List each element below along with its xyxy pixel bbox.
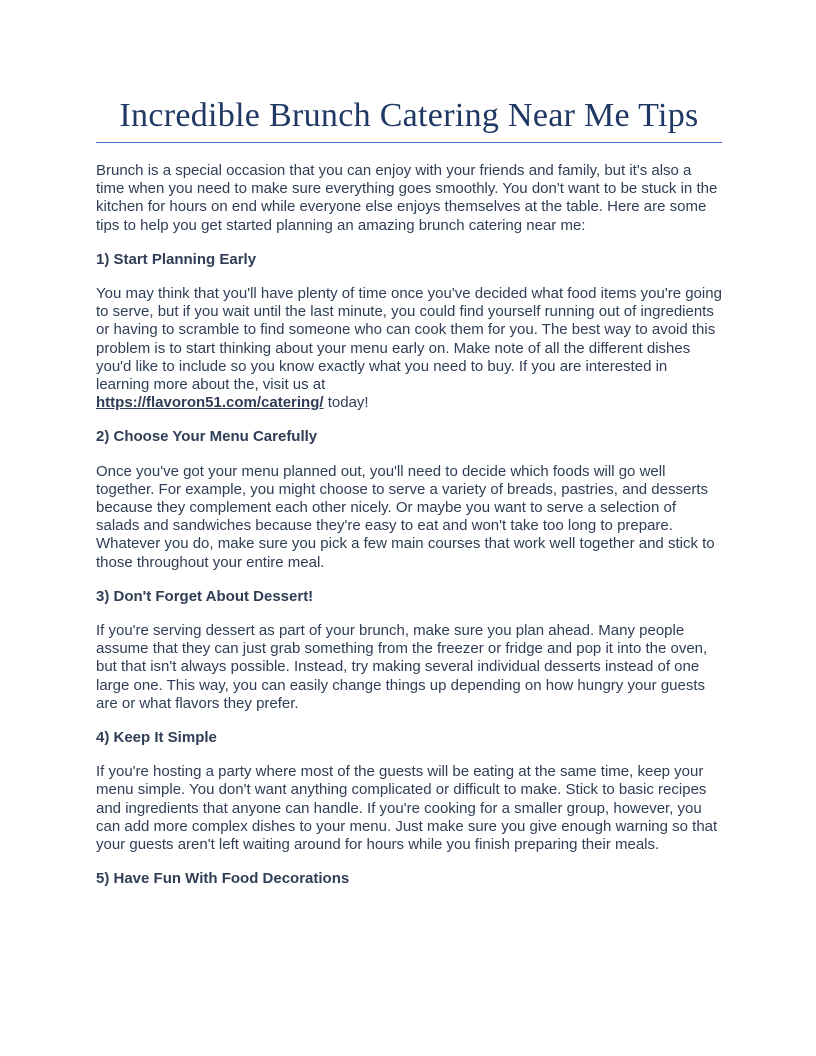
section-heading-2: 2) Choose Your Menu Carefully — [96, 428, 318, 446]
section-heading-1: 1) Start Planning Early — [96, 250, 257, 268]
article-body — [96, 162, 722, 905]
section-1-text: You may think that you'll have plenty of time once you've decided what food items you're going to serve, but if you wait until the last minute, you could find yourself running out of ingredients or having to scramble to find someone who can cook them for you. The best way to avoid this problem is to start thinking about your menu early on. Make note of all the different dishes you'd like to include so you know exactly what you need to buy. If you are interested in learning more about the, visit us at — [96, 285, 722, 394]
section-paragraph-4: If you're hosting a party where most of the guests will be eating at the same time, keep your menu simple. You don't want anything complicated or difficult to make. Stick to basic recipes and ingredients that anyone can handle. If you're cooking for a smaller group, however, you can add more complex dishes to your menu. Just make sure you give enough warning so that your guests aren't left waiting around for hours while you finish preparing their meals. — [96, 763, 718, 854]
section-heading-5: 5) Have Fun With Food Decorations — [96, 870, 350, 888]
section-heading-4: 4) Keep It Simple — [96, 729, 217, 747]
section-1-after-link: today! — [323, 394, 369, 412]
intro-paragraph: Brunch is a special occasion that you can enjoy with your friends and family, but it's also a time when you need to make sure everything goes smoothly. You don't want to be stuck in the kitchen for hours on end while everyone else enjoys themselves at the table. Here are some tips to help you get started planning an amazing brunch catering near me: — [96, 162, 718, 234]
page-title: Incredible Brunch Catering Near Me Tips — [119, 97, 699, 134]
catering-link[interactable]: https://flavoron51.com/catering/ — [96, 394, 324, 412]
section-paragraph-2: Once you've got your menu planned out, you'll need to decide which foods will go well together. For example, you might choose to serve a variety of breads, pastries, and desserts because they complement each other nicely. Or maybe you want to serve a selection of salads and sandwiches because they're easy to eat and won't take too long to prepare. Whatever you do, make sure you pick a few main courses that work well together and stick to those throughout your entire meal. — [96, 462, 715, 571]
section-heading-3: 3) Don't Forget About Dessert! — [96, 587, 314, 605]
section-paragraph-1 — [96, 285, 722, 412]
title-underline — [96, 142, 722, 143]
section-paragraph-3: If you're serving dessert as part of your brunch, make sure you plan ahead. Many people assume that they can just grab something from the freezer or fridge and pop it into the oven, but that isn't always possible. Instead, try making several individual desserts instead of one large one. This way, you can easily change things up depending on how hungry your guests are or what flavors they prefer. — [96, 622, 708, 712]
